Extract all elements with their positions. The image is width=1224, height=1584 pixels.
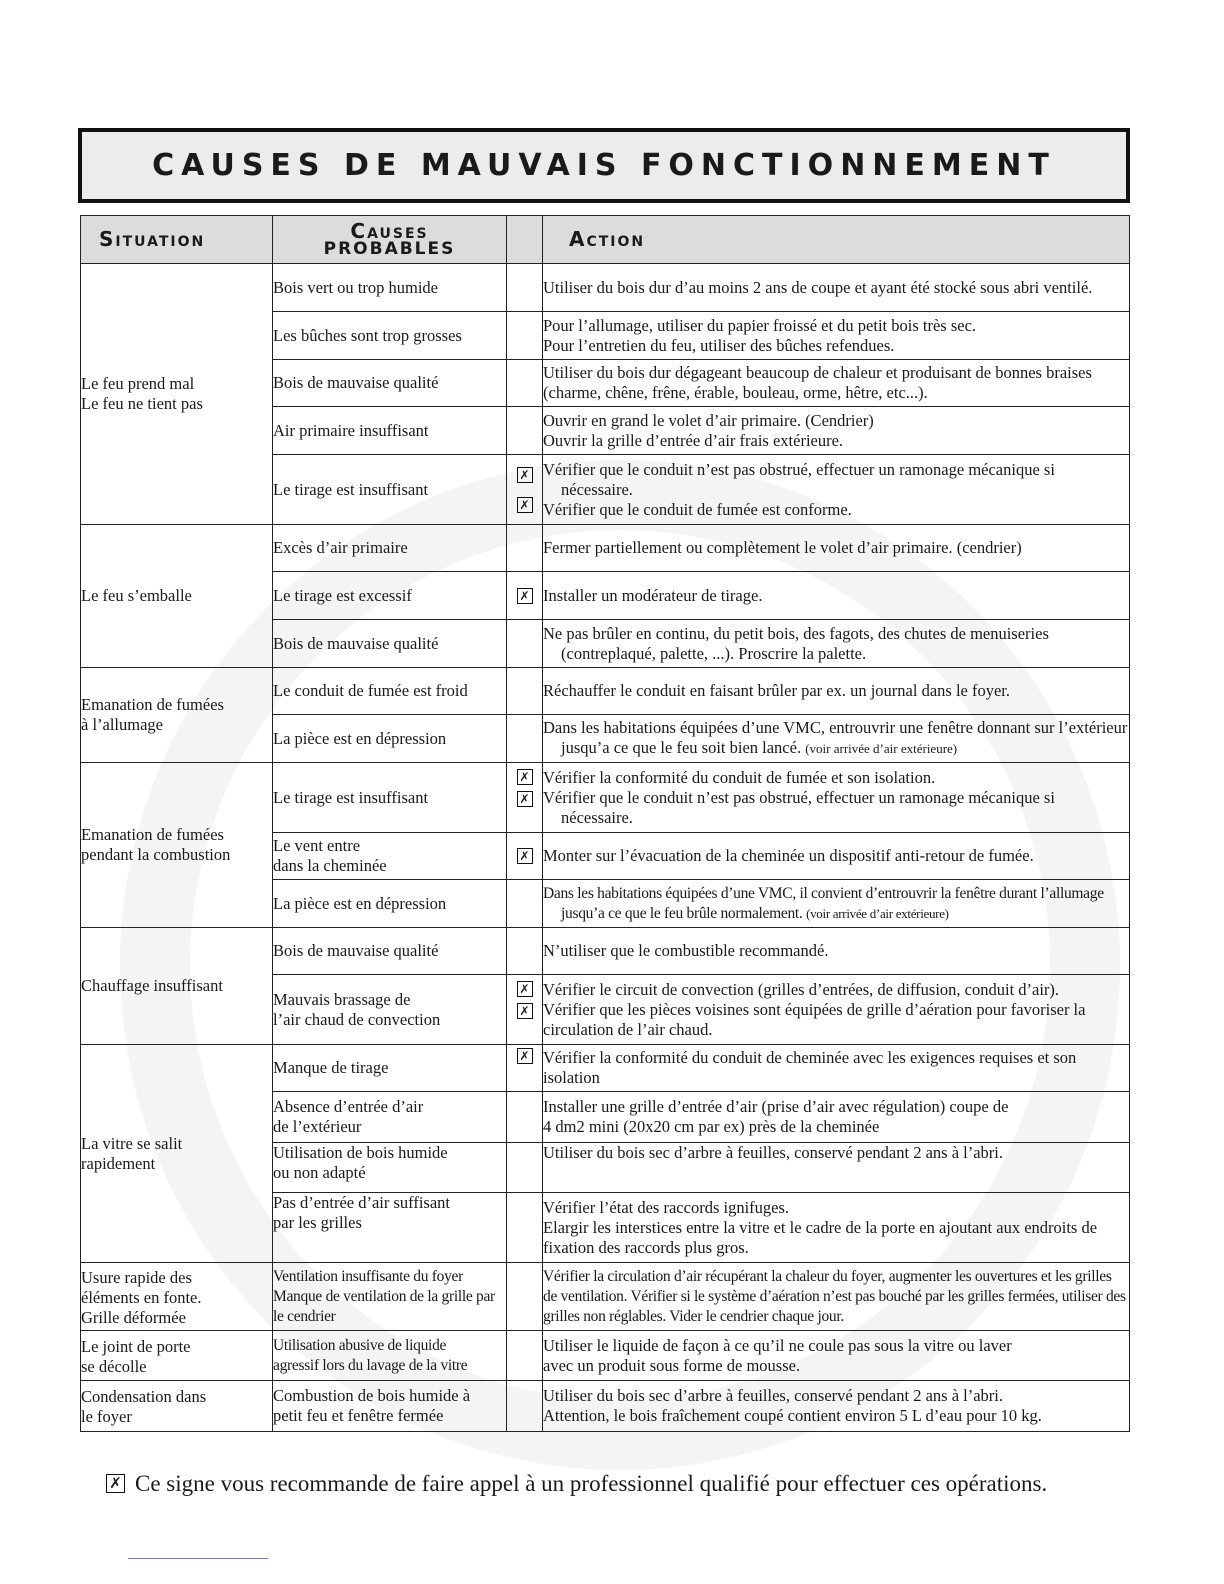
cause-text: l’air chaud de convection <box>273 1009 441 1029</box>
table-row <box>81 264 1130 312</box>
mark-cell <box>507 928 543 975</box>
action-text: 4 dm2 mini (20x20 cm par ex) près de la cheminée <box>543 1117 880 1136</box>
action-text: Pour l’allumage, utiliser du papier froissé et du petit bois très sec. <box>543 315 977 335</box>
cause-text: agressif lors du lavage de la vitre <box>273 1356 468 1374</box>
situation-cell <box>81 525 273 668</box>
cause-cell: Excès d’air primaire <box>273 525 507 572</box>
cause-cell <box>273 1193 507 1263</box>
cause-text: Ventilation insuffisante du foyer <box>273 1267 463 1285</box>
situation-text: pendant la combustion <box>81 845 231 864</box>
action-text: avec un produit sous forme de mousse. <box>543 1355 801 1375</box>
action-note: (voir arrivée d’air extérieure) <box>806 905 949 921</box>
header-mark <box>507 216 543 264</box>
mark-cell <box>507 572 543 620</box>
action-cell <box>543 1045 1130 1092</box>
action-cell <box>543 763 1130 833</box>
action-cell <box>543 1331 1130 1381</box>
header-situation-label: Situation <box>99 226 206 251</box>
professional-mark-icon: ✗ <box>106 1474 125 1493</box>
situation-text: La vitre se salit <box>81 1133 183 1153</box>
mark-cell <box>507 455 543 525</box>
situation-text: à l’allumage <box>81 715 164 734</box>
cause-text: Absence d’entrée d’air <box>273 1097 424 1116</box>
cause-cell: La pièce est en dépression <box>273 880 507 928</box>
header-action-label: Action <box>569 226 646 251</box>
cause-cell: Le conduit de fumée est froid <box>273 668 507 715</box>
troubleshooting-table <box>80 215 1130 1432</box>
cause-text: de l’extérieur <box>273 1117 362 1136</box>
action-text: Utiliser du bois sec d’arbre à feuilles, conservé pendant 2 ans à l’abri. <box>543 1143 1004 1162</box>
action-cell <box>543 525 1130 572</box>
mark-cell <box>507 668 543 715</box>
mark-cell <box>507 360 543 407</box>
situation-text: Usure rapide des <box>81 1267 192 1287</box>
action-cell <box>543 833 1130 880</box>
cause-text: dans la cheminée <box>273 856 387 875</box>
header-causes-line1: Causes <box>350 218 429 243</box>
action-cell <box>543 455 1130 525</box>
mark-cell <box>507 715 543 763</box>
action-text: Utiliser du bois sec d’arbre à feuilles, conservé pendant 2 ans à l’abri. <box>543 1386 1004 1405</box>
cause-cell: Bois de mauvaise qualité <box>273 360 507 407</box>
situation-cell <box>81 668 273 763</box>
action-cell <box>543 715 1130 763</box>
mark-cell <box>507 1143 543 1193</box>
action-text: Dans les habitations équipées d’une VMC, il convient d’entrouvrir la fenêtre durant l’allumage jusqu’a ce que le feu brûle normalement. <box>543 884 1104 922</box>
mark-cell <box>507 833 543 880</box>
professional-mark-icon: ✗ <box>517 1048 533 1064</box>
action-text: Vérifier que le conduit n’est pas obstrué, effectuer un ramonage mécanique si nécessaire. <box>543 787 1055 827</box>
situation-text: Le feu s’emballe <box>81 586 192 605</box>
action-cell <box>543 975 1130 1045</box>
action-cell <box>543 928 1130 975</box>
situation-text: Le feu ne tient pas <box>81 394 203 413</box>
situation-cell <box>81 1263 273 1331</box>
action-cell <box>543 407 1130 455</box>
action-text: Utiliser du bois dur d’au moins 2 ans de coupe et ayant été stocké sous abri ventilé. <box>543 277 1093 297</box>
situation-text: Condensation dans <box>81 1387 207 1406</box>
situation-cell <box>81 1381 273 1432</box>
mark-cell <box>507 975 543 1045</box>
action-text: Vérifier la conformité du conduit de cheminée avec les exigences requises et son isolation <box>543 1048 1077 1087</box>
action-text: Pour l’entretien du feu, utiliser des bûches refendues. <box>543 335 895 355</box>
footer-text: Ce signe vous recommande de faire appel à un professionnel qualifié pour effectuer ces opérations. <box>135 1471 1048 1496</box>
mark-cell <box>507 620 543 668</box>
table-row <box>81 1381 1130 1432</box>
cause-cell: La pièce est en dépression <box>273 715 507 763</box>
table-row <box>81 525 1130 572</box>
mark-cell <box>507 1381 543 1432</box>
action-cell <box>543 360 1130 407</box>
action-text: Attention, le bois fraîchement coupé contient environ 5 L d’eau pour 10 kg. <box>543 1406 1042 1425</box>
header-causes-line2: PROBABLES <box>323 238 456 259</box>
cause-cell <box>273 1381 507 1432</box>
action-text: Réchauffer le conduit en faisant brûler par ex. un journal dans le foyer. <box>543 681 1011 700</box>
action-text: Monter sur l’évacuation de la cheminée un dispositif anti-retour de fumée. <box>543 846 1034 865</box>
cause-cell <box>273 975 507 1045</box>
action-text: Vérifier la circulation d’air récupérant la chaleur du foyer, augmenter les ouvertures et les grilles de ventilation. Vérifier si le système d’aération n’est pas bouché par les grilles fermées, utiliser des grilles non réglables. Vider le cendrier chaque jour. <box>543 1267 1126 1325</box>
table-row <box>81 1045 1130 1092</box>
action-cell <box>543 1143 1130 1193</box>
header-causes <box>273 216 507 264</box>
cause-cell: Air primaire insuffisant <box>273 407 507 455</box>
cause-text: Utilisation de bois humide <box>273 1143 448 1162</box>
cause-cell: Manque de tirage <box>273 1045 507 1092</box>
action-text: Ouvrir la grille d’entrée d’air frais extérieure. <box>543 430 844 450</box>
action-cell <box>543 312 1130 360</box>
action-cell <box>543 1381 1130 1432</box>
action-note: (voir arrivée d’air extérieure) <box>805 741 958 756</box>
situation-cell <box>81 1331 273 1381</box>
action-text: Vérifier que le conduit n’est pas obstrué, effectuer un ramonage mécanique si nécessaire. <box>543 459 1055 499</box>
action-text: Vérifier que les pièces voisines sont équipées de grille d’aération pour favoriser la circulation de l’air chaud. <box>543 999 1086 1039</box>
professional-mark-icon: ✗ <box>517 848 533 864</box>
cause-cell <box>273 833 507 880</box>
situation-text: rapidement <box>81 1153 156 1173</box>
action-text: Ouvrir en grand le volet d’air primaire. (Cendrier) <box>543 410 874 430</box>
cause-text: Utilisation abusive de liquide <box>273 1336 447 1354</box>
action-cell <box>543 572 1130 620</box>
table-row <box>81 1331 1130 1381</box>
mark-cell <box>507 1331 543 1381</box>
situation-cell <box>81 928 273 1045</box>
cause-cell: Bois vert ou trop humide <box>273 264 507 312</box>
action-cell <box>543 264 1130 312</box>
action-text: Vérifier la conformité du conduit de fumée et son isolation. <box>543 767 936 787</box>
mark-cell <box>507 407 543 455</box>
action-text: Installer une grille d’entrée d’air (prise d’air avec régulation) coupe de <box>543 1097 1009 1116</box>
mark-cell <box>507 1263 543 1331</box>
situation-text: Le joint de porte <box>81 1336 191 1356</box>
cause-text: Mauvais brassage de <box>273 989 411 1009</box>
situation-text: Le feu prend mal <box>81 374 195 393</box>
action-cell <box>543 1263 1130 1331</box>
mark-cell <box>507 1193 543 1263</box>
cause-cell <box>273 1092 507 1143</box>
cause-cell: Le tirage est excessif <box>273 572 507 620</box>
action-text: Vérifier que le conduit de fumée est conforme. <box>543 499 852 519</box>
action-text: Utiliser le liquide de façon à ce qu’il ne coule pas sous la vitre ou laver <box>543 1335 1012 1355</box>
situation-text: éléments en fonte. <box>81 1287 202 1307</box>
action-cell <box>543 620 1130 668</box>
action-text: Ne pas brûler en continu, du petit bois, des fagots, des chutes de menuiseries (contreplaqué, palette, ...). Proscrire la palette. <box>543 623 1049 663</box>
header-action <box>543 216 1130 264</box>
professional-mark-icon: ✗ <box>517 497 533 513</box>
cause-cell <box>273 1263 507 1331</box>
header-situation <box>81 216 273 264</box>
situation-cell <box>81 1045 273 1263</box>
cause-text: ou non adapté <box>273 1163 366 1182</box>
cause-text: Combustion de bois humide à <box>273 1386 471 1405</box>
mark-cell <box>507 763 543 833</box>
cause-text: petit feu et fenêtre fermée <box>273 1406 444 1425</box>
action-text: Elargir les interstices entre la vitre et le cadre de la porte en ajoutant aux endroits de fixation des raccords plus gros. <box>543 1217 1098 1257</box>
situation-cell <box>81 264 273 525</box>
cause-text: par les grilles <box>273 1213 362 1232</box>
situation-text: Chauffage insuffisant <box>81 976 223 995</box>
cause-text: Pas d’entrée d’air suffisant <box>273 1193 451 1212</box>
situation-text: Grille déformée <box>81 1307 186 1327</box>
situation-cell <box>81 763 273 928</box>
action-cell <box>543 1092 1130 1143</box>
professional-mark-icon: ✗ <box>517 1003 533 1019</box>
action-cell <box>543 1193 1130 1263</box>
action-text: Fermer partiellement ou complètement le volet d’air primaire. (cendrier) <box>543 538 1022 557</box>
page-title-box <box>78 128 1130 203</box>
cause-cell <box>273 1331 507 1381</box>
professional-mark-icon: ✗ <box>517 981 533 997</box>
cause-cell: Le tirage est insuffisant <box>273 455 507 525</box>
situation-text: se décolle <box>81 1356 147 1376</box>
cause-text: Manque de ventilation de la grille par le cendrier <box>273 1287 495 1325</box>
professional-mark-icon: ✗ <box>517 588 533 604</box>
action-cell <box>543 668 1130 715</box>
cause-cell: Bois de mauvaise qualité <box>273 928 507 975</box>
professional-mark-icon: ✗ <box>517 791 533 807</box>
action-text: Vérifier l’état des raccords ignifuges. <box>543 1197 790 1217</box>
situation-text: Emanation de fumées <box>81 825 224 844</box>
action-text: Utiliser du bois dur dégageant beaucoup de chaleur et produisant de bonnes braises (charme, chêne, frêne, érable, bouleau, orme, hêtre, etc...). <box>543 363 1092 402</box>
mark-cell <box>507 312 543 360</box>
mark-cell <box>507 1045 543 1092</box>
bottom-divider <box>128 1558 268 1559</box>
table-row <box>81 763 1130 833</box>
mark-cell <box>507 264 543 312</box>
action-text: Dans les habitations équipées d’une VMC, entrouvrir une fenêtre donnant sur l’extérieur jusqu’a ce que le feu soit bien lancé. <box>543 718 1128 757</box>
page-title: CAUSES DE MAUVAIS FONCTIONNEMENT <box>152 148 1056 183</box>
mark-cell <box>507 1092 543 1143</box>
mark-cell <box>507 880 543 928</box>
action-cell <box>543 880 1130 928</box>
table-row <box>81 928 1130 975</box>
cause-cell: Le tirage est insuffisant <box>273 763 507 833</box>
situation-text: Emanation de fumées <box>81 695 224 714</box>
action-text: N’utiliser que le combustible recommandé. <box>543 941 829 960</box>
situation-text: le foyer <box>81 1407 132 1426</box>
cause-cell: Bois de mauvaise qualité <box>273 620 507 668</box>
cause-cell: Les bûches sont trop grosses <box>273 312 507 360</box>
table-row <box>81 1263 1130 1331</box>
cause-text: Le vent entre <box>273 836 361 855</box>
table-header-row <box>81 216 1130 264</box>
mark-cell <box>507 525 543 572</box>
cause-cell <box>273 1143 507 1193</box>
table-row <box>81 668 1130 715</box>
action-text: Vérifier le circuit de convection (grilles d’entrées, de diffusion, conduit d’air). <box>543 979 1060 999</box>
action-text: Installer un modérateur de tirage. <box>543 585 763 605</box>
professional-mark-icon: ✗ <box>517 467 533 483</box>
professional-mark-icon: ✗ <box>517 769 533 785</box>
footer-note <box>106 1470 1156 1498</box>
